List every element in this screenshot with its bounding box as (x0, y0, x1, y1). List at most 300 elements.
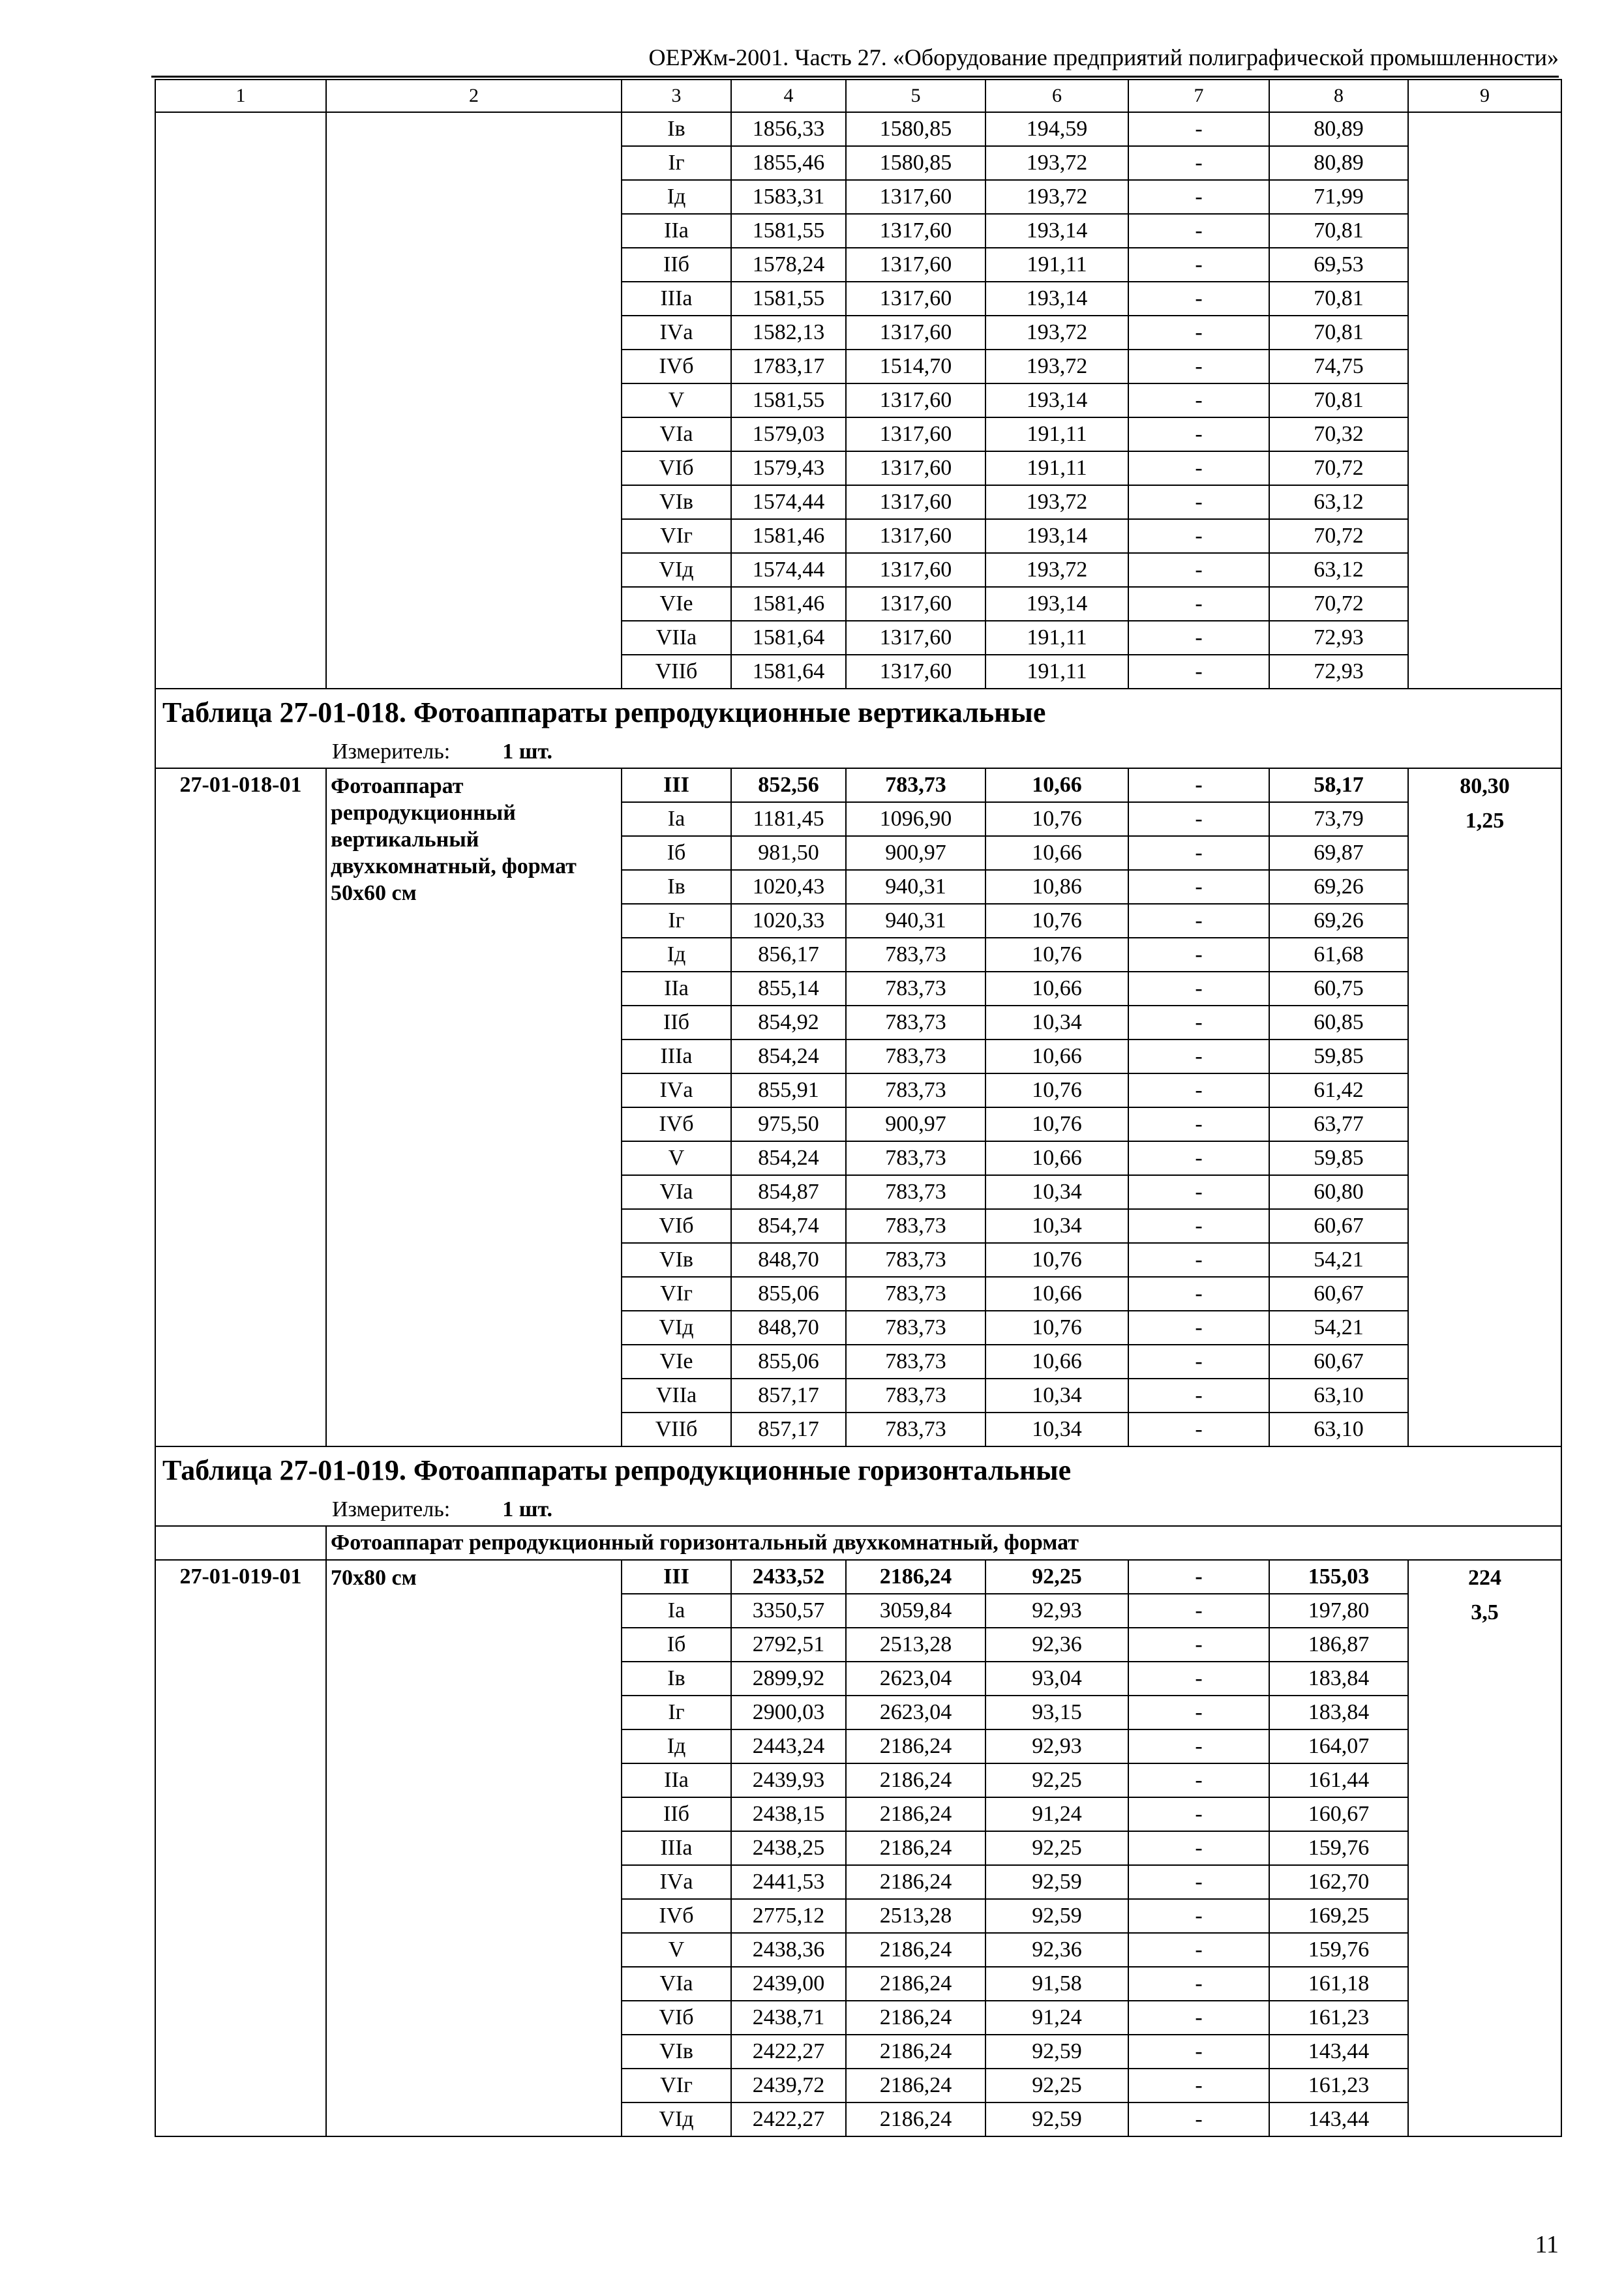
table-cell: 92,25 (985, 1831, 1128, 1865)
table-cell: - (1128, 146, 1269, 180)
table-cell: - (1128, 1345, 1269, 1379)
table-cell: - (1128, 655, 1269, 689)
table-cell: 70,72 (1269, 587, 1408, 621)
table-cell: Iв (622, 112, 731, 146)
table-cell: 857,17 (731, 1379, 846, 1413)
table-cell: VIб (622, 451, 731, 485)
table-cell: 193,72 (985, 350, 1128, 383)
table-cell: 1317,60 (846, 655, 985, 689)
table-cell: 71,99 (1269, 180, 1408, 214)
table-cell: - (1128, 1277, 1269, 1311)
table-cell: 1317,60 (846, 214, 985, 248)
table-cell: 1578,24 (731, 248, 846, 282)
table-cell: - (1128, 2069, 1269, 2102)
table-cell: - (1128, 1311, 1269, 1345)
table-cell: 1317,60 (846, 316, 985, 350)
table-cell: VIе (622, 1345, 731, 1379)
table-cell: - (1128, 519, 1269, 553)
table-cell: Iд (622, 180, 731, 214)
table-cell: 92,25 (985, 1763, 1128, 1797)
table-cell: 783,73 (846, 1040, 985, 1073)
table-cell: 1783,17 (731, 350, 846, 383)
table-cell: - (1128, 1560, 1269, 1594)
measure-cell (155, 736, 1561, 768)
table-cell: III (622, 1560, 731, 1594)
subheading-spacer (155, 1526, 326, 1560)
table-cell: VIе (622, 587, 731, 621)
table-cell: 143,44 (1269, 2102, 1408, 2136)
table-cell: 60,80 (1269, 1175, 1408, 1209)
table-cell: 193,14 (985, 383, 1128, 417)
subheading-cell: Фотоаппарат репродукционный горизонтальный двухкомнатный, формат (326, 1526, 1561, 1560)
table-cell: 193,14 (985, 587, 1128, 621)
table-cell: Iб (622, 1628, 731, 1662)
table-cell: - (1128, 1831, 1269, 1865)
table-cell: 2186,24 (846, 1865, 985, 1899)
table-cell: 54,21 (1269, 1243, 1408, 1277)
table-cell: VIIа (622, 621, 731, 655)
table-cell: 197,80 (1269, 1594, 1408, 1628)
table-cell: - (1128, 938, 1269, 972)
table-cell: 1583,31 (731, 180, 846, 214)
column-number-cell: 5 (846, 80, 985, 112)
table-cell: 1580,85 (846, 112, 985, 146)
table-cell: - (1128, 1209, 1269, 1243)
table-cell: 92,59 (985, 2035, 1128, 2069)
table-cell: 940,31 (846, 904, 985, 938)
table-cell: 981,50 (731, 836, 846, 870)
table-cell: 1581,46 (731, 587, 846, 621)
table-cell: 2186,24 (846, 1763, 985, 1797)
table-cell: 1020,43 (731, 870, 846, 904)
table-cell: IIIа (622, 1831, 731, 1865)
table-cell: 60,67 (1269, 1209, 1408, 1243)
table-cell: 10,76 (985, 802, 1128, 836)
table-cell: 783,73 (846, 972, 985, 1006)
table-cell: - (1128, 1696, 1269, 1729)
table-cell: 92,59 (985, 1899, 1128, 1933)
table-cell: 92,93 (985, 1594, 1128, 1628)
table-cell: 10,66 (985, 1141, 1128, 1175)
table-cell: 2438,71 (731, 2001, 846, 2035)
table-cell: 2441,53 (731, 1865, 846, 1899)
table-cell: 2186,24 (846, 2102, 985, 2136)
table-cell: V (622, 1141, 731, 1175)
table-cell: 194,59 (985, 112, 1128, 146)
table-cell: 10,76 (985, 1107, 1128, 1141)
table-cell: 63,10 (1269, 1413, 1408, 1446)
table-cell: IIб (622, 1006, 731, 1040)
table-cell: 855,06 (731, 1345, 846, 1379)
table-cell: 1020,33 (731, 904, 846, 938)
table-cell: 10,66 (985, 1040, 1128, 1073)
table-cell: 900,97 (846, 836, 985, 870)
table-cell: 193,72 (985, 146, 1128, 180)
table-cell: 191,11 (985, 621, 1128, 655)
table-cell: 91,58 (985, 1967, 1128, 2001)
table-cell: 2623,04 (846, 1696, 985, 1729)
table-cell: 70,81 (1269, 214, 1408, 248)
table-cell: Iг (622, 904, 731, 938)
table-cell: - (1128, 1628, 1269, 1662)
table-cell: 854,24 (731, 1141, 846, 1175)
col9-value: 80,30 (1460, 774, 1510, 798)
table-cell: IVа (622, 1073, 731, 1107)
table-cell: 2186,24 (846, 2035, 985, 2069)
table-cell: 80,89 (1269, 146, 1408, 180)
table-cell: VIа (622, 417, 731, 451)
table-cell: - (1128, 1107, 1269, 1141)
table-cell: 10,66 (985, 972, 1128, 1006)
col9-cell (1408, 1560, 1561, 2136)
table-cell: 1317,60 (846, 485, 985, 519)
table-cell: 80,89 (1269, 112, 1408, 146)
item-code-cell (155, 112, 326, 689)
table-cell: 10,66 (985, 1277, 1128, 1311)
table-cell: 92,25 (985, 1560, 1128, 1594)
table-cell: 1317,60 (846, 417, 985, 451)
table-cell: 1317,60 (846, 282, 985, 316)
table-cell: Iд (622, 1729, 731, 1763)
table-cell: - (1128, 350, 1269, 383)
table-cell: VIб (622, 2001, 731, 2035)
table-cell: - (1128, 870, 1269, 904)
table-cell: Iв (622, 1662, 731, 1696)
table-cell: 2186,24 (846, 1831, 985, 1865)
table-cell: 1581,55 (731, 282, 846, 316)
table-cell: Iа (622, 802, 731, 836)
table-cell: 61,42 (1269, 1073, 1408, 1107)
table-cell: Iб (622, 836, 731, 870)
table-cell: 2186,24 (846, 2001, 985, 2035)
column-number-row (155, 80, 1561, 112)
table-cell: 783,73 (846, 1175, 985, 1209)
table-cell: - (1128, 2001, 1269, 2035)
table-cell: 1317,60 (846, 451, 985, 485)
column-number-cell: 8 (1269, 80, 1408, 112)
table-cell: VIг (622, 2069, 731, 2102)
table-cell: VIв (622, 485, 731, 519)
table-cell: 183,84 (1269, 1696, 1408, 1729)
table-cell: 193,14 (985, 282, 1128, 316)
table-cell: 783,73 (846, 1006, 985, 1040)
table-cell: 2439,93 (731, 1763, 846, 1797)
table-cell: 72,93 (1269, 655, 1408, 689)
table-cell: IIа (622, 972, 731, 1006)
norms-table (155, 79, 1562, 2137)
table-cell: Iв (622, 870, 731, 904)
table-cell: 161,18 (1269, 1967, 1408, 2001)
table-cell: - (1128, 1729, 1269, 1763)
column-number-cell: 4 (731, 80, 846, 112)
table-cell: 1317,60 (846, 383, 985, 417)
table-cell: 783,73 (846, 938, 985, 972)
table-cell: 169,25 (1269, 1899, 1408, 1933)
table-cell: - (1128, 1040, 1269, 1073)
column-number-cell: 1 (155, 80, 326, 112)
table-cell: 2422,27 (731, 2035, 846, 2069)
table-cell: 69,53 (1269, 248, 1408, 282)
table-cell: 855,91 (731, 1073, 846, 1107)
table-cell: Iа (622, 1594, 731, 1628)
table-cell: 70,32 (1269, 417, 1408, 451)
table-cell: VIв (622, 1243, 731, 1277)
table-cell: 70,72 (1269, 519, 1408, 553)
table-cell: 856,17 (731, 938, 846, 972)
table-cell: 848,70 (731, 1311, 846, 1345)
table-cell: - (1128, 553, 1269, 587)
table-cell: VIб (622, 1209, 731, 1243)
table-cell: - (1128, 1073, 1269, 1107)
page-number: 11 (1535, 2231, 1559, 2258)
table-cell: 1582,13 (731, 316, 846, 350)
table-cell: 783,73 (846, 1277, 985, 1311)
table-cell: VIг (622, 519, 731, 553)
table-cell: 59,85 (1269, 1141, 1408, 1175)
measure-row (155, 1494, 1561, 1526)
table-cell: VIIб (622, 655, 731, 689)
table-cell: 92,59 (985, 2102, 1128, 2136)
table-cell: IVа (622, 316, 731, 350)
table-cell: - (1128, 621, 1269, 655)
table-cell: IIIа (622, 282, 731, 316)
table-cell: 70,72 (1269, 451, 1408, 485)
table-cell: 60,85 (1269, 1006, 1408, 1040)
table-cell: IIб (622, 1797, 731, 1831)
table-cell: Iд (622, 938, 731, 972)
column-number-cell: 3 (622, 80, 731, 112)
item-name-cell: Фотоаппарат репродукционный вертикальный двухкомнатный, формат 50х60 см (326, 768, 622, 1446)
table-cell: - (1128, 1865, 1269, 1899)
subheading-row (155, 1526, 1561, 1560)
table-cell: 10,66 (985, 768, 1128, 802)
table-cell: 92,25 (985, 2069, 1128, 2102)
table-cell: 2186,24 (846, 1729, 985, 1763)
table-cell: 783,73 (846, 1379, 985, 1413)
table-cell: 2792,51 (731, 1628, 846, 1662)
table-cell: VIд (622, 2102, 731, 2136)
table-cell: 160,67 (1269, 1797, 1408, 1831)
table-row (155, 768, 1561, 802)
table-cell: 1579,43 (731, 451, 846, 485)
table-cell: 191,11 (985, 417, 1128, 451)
table-cell: 191,11 (985, 655, 1128, 689)
table-cell: 63,12 (1269, 553, 1408, 587)
table-cell: 855,06 (731, 1277, 846, 1311)
measure-unit: 1 шт. (502, 740, 553, 764)
column-number-cell: 6 (985, 80, 1128, 112)
table-cell: 1856,33 (731, 112, 846, 146)
table-title-row (155, 1446, 1561, 1494)
table-cell: 1855,46 (731, 146, 846, 180)
col9-cell (1408, 112, 1561, 689)
running-header: ОЕРЖм-2001. Часть 27. «Оборудование предприятий полиграфической промышленности» (151, 39, 1559, 78)
col9-cell (1408, 768, 1561, 1446)
table-cell: 2186,24 (846, 2069, 985, 2102)
table-cell: V (622, 1933, 731, 1967)
table-cell: 2623,04 (846, 1662, 985, 1696)
table-cell: - (1128, 1933, 1269, 1967)
table-cell: 73,79 (1269, 802, 1408, 836)
table-cell: - (1128, 1413, 1269, 1446)
table-cell: Iг (622, 146, 731, 180)
table-cell: 91,24 (985, 1797, 1128, 1831)
table-cell: 70,81 (1269, 383, 1408, 417)
table-cell: - (1128, 180, 1269, 214)
table-cell: 10,34 (985, 1379, 1128, 1413)
table-cell: 61,68 (1269, 938, 1408, 972)
table-cell: 10,76 (985, 938, 1128, 972)
col9-value: 1,25 (1465, 809, 1505, 833)
table-cell: 900,97 (846, 1107, 985, 1141)
table-cell: - (1128, 1243, 1269, 1277)
table-cell: - (1128, 1379, 1269, 1413)
table-cell: - (1128, 2035, 1269, 2069)
table-cell: 10,34 (985, 1006, 1128, 1040)
table-cell: 854,24 (731, 1040, 846, 1073)
table-cell: VIг (622, 1277, 731, 1311)
table-title-row (155, 689, 1561, 736)
table-cell: 1581,46 (731, 519, 846, 553)
table-cell: 69,26 (1269, 904, 1408, 938)
measure-row (155, 736, 1561, 768)
table-cell: 854,74 (731, 1209, 846, 1243)
table-cell: 92,59 (985, 1865, 1128, 1899)
table-cell: 191,11 (985, 451, 1128, 485)
table-cell: 1574,44 (731, 553, 846, 587)
table-cell: VIд (622, 1311, 731, 1345)
table-cell: 2438,25 (731, 1831, 846, 1865)
table-cell: 93,04 (985, 1662, 1128, 1696)
table-cell: 69,26 (1269, 870, 1408, 904)
table-cell: 63,12 (1269, 485, 1408, 519)
table-cell: - (1128, 383, 1269, 417)
table-cell: 848,70 (731, 1243, 846, 1277)
table-cell: - (1128, 1175, 1269, 1209)
table-cell: 2438,36 (731, 1933, 846, 1967)
table-cell: 60,67 (1269, 1277, 1408, 1311)
table-title: Таблица 27-01-019. Фотоаппараты репродукционные горизонтальные (155, 1446, 1561, 1494)
table-cell: 783,73 (846, 1209, 985, 1243)
table-cell: 92,36 (985, 1933, 1128, 1967)
table-title: Таблица 27-01-018. Фотоаппараты репродукционные вертикальные (155, 689, 1561, 736)
table-cell: 54,21 (1269, 1311, 1408, 1345)
table-cell: IVб (622, 1899, 731, 1933)
table-cell: 1574,44 (731, 485, 846, 519)
table-cell: 1579,03 (731, 417, 846, 451)
table-cell: 10,86 (985, 870, 1128, 904)
table-cell: 854,87 (731, 1175, 846, 1209)
table-cell: - (1128, 112, 1269, 146)
table-cell: - (1128, 802, 1269, 836)
table-cell: VIв (622, 2035, 731, 2069)
table-cell: - (1128, 282, 1269, 316)
table-cell: 58,17 (1269, 768, 1408, 802)
table-cell: 1317,60 (846, 621, 985, 655)
table-cell: - (1128, 1967, 1269, 2001)
table-cell: 193,72 (985, 180, 1128, 214)
table-cell: 193,72 (985, 485, 1128, 519)
table-cell: - (1128, 451, 1269, 485)
table-cell: IIа (622, 1763, 731, 1797)
table-cell: - (1128, 214, 1269, 248)
table-cell: VIIб (622, 1413, 731, 1446)
table-cell: 10,76 (985, 1311, 1128, 1345)
table-cell: 2899,92 (731, 1662, 846, 1696)
table-cell: 10,76 (985, 1243, 1128, 1277)
table-cell: 783,73 (846, 768, 985, 802)
col9-value: 224 (1468, 1566, 1501, 1590)
table-cell: 852,56 (731, 768, 846, 802)
table-cell: 2186,24 (846, 1933, 985, 1967)
table-cell: 2443,24 (731, 1729, 846, 1763)
table-cell: 186,87 (1269, 1628, 1408, 1662)
item-name-cell (326, 112, 622, 689)
table-cell: 1317,60 (846, 180, 985, 214)
table-cell: 783,73 (846, 1073, 985, 1107)
table-cell: 783,73 (846, 1141, 985, 1175)
col9-value: 3,5 (1471, 1600, 1499, 1624)
item-code-cell: 27-01-019-01 (155, 1560, 326, 2136)
table-cell: 1181,45 (731, 802, 846, 836)
table-cell: 161,23 (1269, 2001, 1408, 2035)
table-cell: 161,44 (1269, 1763, 1408, 1797)
table-cell: 191,11 (985, 248, 1128, 282)
table-cell: 10,66 (985, 836, 1128, 870)
table-cell: 783,73 (846, 1243, 985, 1277)
table-row (155, 112, 1561, 146)
table-cell: 74,75 (1269, 350, 1408, 383)
table-cell: V (622, 383, 731, 417)
table-cell: 92,36 (985, 1628, 1128, 1662)
table-cell: 3350,57 (731, 1594, 846, 1628)
measure-label: Измеритель: (332, 740, 451, 764)
table-cell: 2900,03 (731, 1696, 846, 1729)
table-cell: 975,50 (731, 1107, 846, 1141)
table-cell: Iг (622, 1696, 731, 1729)
table-cell: 92,93 (985, 1729, 1128, 1763)
table-cell: - (1128, 1662, 1269, 1696)
table-cell: IIб (622, 248, 731, 282)
norms-table-container (155, 79, 1561, 2137)
table-cell: 60,67 (1269, 1345, 1408, 1379)
table-cell: 91,24 (985, 2001, 1128, 2035)
item-name-cell: 70х80 см (326, 1560, 622, 2136)
table-cell: 164,07 (1269, 1729, 1408, 1763)
table-cell: - (1128, 972, 1269, 1006)
table-cell: 2439,00 (731, 1967, 846, 2001)
table-cell: - (1128, 316, 1269, 350)
table-cell: 143,44 (1269, 2035, 1408, 2069)
item-code-cell: 27-01-018-01 (155, 768, 326, 1446)
table-cell: - (1128, 587, 1269, 621)
table-cell: 10,34 (985, 1175, 1128, 1209)
table-cell: 1581,64 (731, 655, 846, 689)
table-cell: VIIа (622, 1379, 731, 1413)
table-cell: - (1128, 417, 1269, 451)
column-number-cell: 7 (1128, 80, 1269, 112)
measure-unit: 1 шт. (502, 1497, 553, 1521)
table-cell: VIа (622, 1967, 731, 2001)
table-cell: 70,81 (1269, 316, 1408, 350)
table-cell: IIIа (622, 1040, 731, 1073)
table-cell: IVб (622, 1107, 731, 1141)
table-cell: 2186,24 (846, 1560, 985, 1594)
table-cell: 2422,27 (731, 2102, 846, 2136)
table-cell: 193,72 (985, 553, 1128, 587)
table-cell: 2513,28 (846, 1628, 985, 1662)
table-cell: 2439,72 (731, 2069, 846, 2102)
